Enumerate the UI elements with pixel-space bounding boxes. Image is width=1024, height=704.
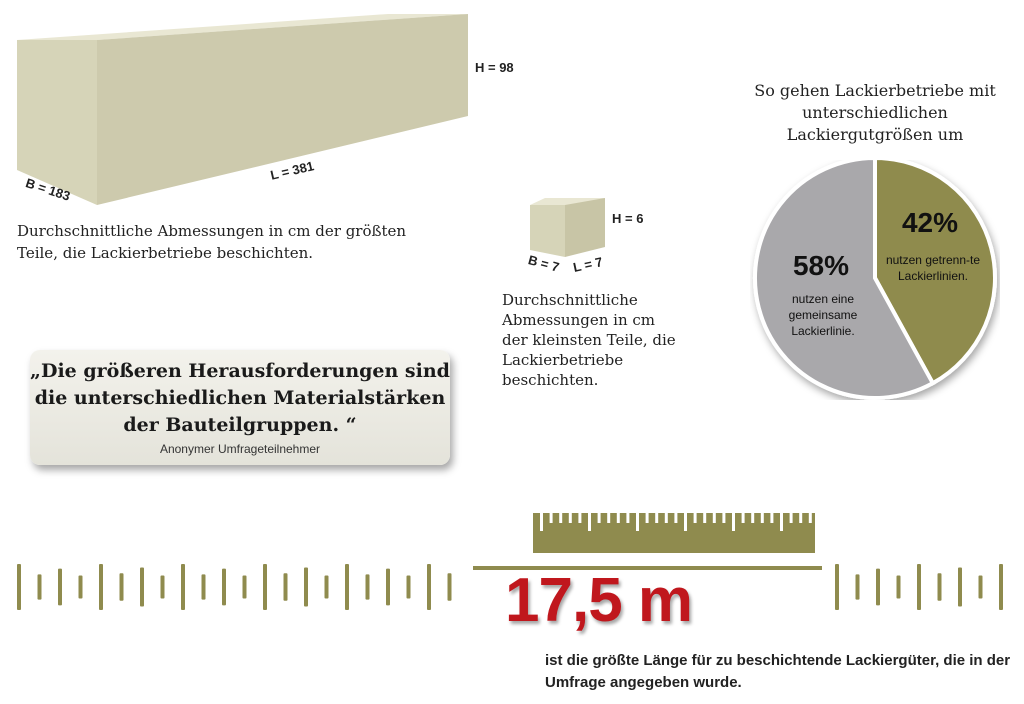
large-box-illustration	[0, 0, 480, 215]
quote-box	[30, 350, 450, 465]
decorative-bar	[243, 576, 247, 599]
ruler-tick	[569, 513, 572, 523]
decorative-bar	[79, 576, 83, 599]
slice-1-value: 42%	[901, 207, 959, 238]
ruler-tick	[540, 513, 543, 531]
decorative-bar	[876, 569, 880, 606]
ruler-tick	[722, 513, 725, 523]
decorative-bars-left	[17, 564, 452, 610]
decorative-bar	[17, 564, 21, 610]
ruler-tick	[617, 513, 620, 523]
ruler-tick	[674, 513, 677, 523]
decorative-bar	[325, 576, 329, 599]
slice-2-value: 58%	[792, 250, 850, 281]
decorative-bar	[140, 567, 144, 606]
small-part-caption: Durchschnittliche Abmessungen in cm der kleinsten Teile, die Lackierbetriebe beschichten.	[502, 291, 676, 389]
ruler-tick	[588, 513, 591, 531]
decorative-bar	[427, 564, 431, 610]
ruler-tick	[809, 513, 812, 523]
ruler-tick	[684, 513, 687, 531]
decorative-bar	[366, 574, 370, 599]
decorative-bar	[917, 564, 921, 610]
ruler-tick	[713, 513, 716, 523]
small-length-label: L = 7	[571, 254, 604, 275]
ruler-tick	[578, 513, 581, 523]
decorative-bar	[263, 564, 267, 610]
ruler-tick	[694, 513, 697, 523]
slice-2-label: nutzen eine gemeinsame Lackierlinie.	[788, 292, 858, 338]
decorative-bar	[999, 564, 1003, 610]
ruler-tick	[550, 513, 553, 523]
decorative-bar	[202, 574, 206, 599]
decorative-bar	[99, 564, 103, 610]
quote-text: „Die größeren Herausforderungen sind die unterschiedlichen Materialstärken der Bauteilgruppen. “	[30, 360, 450, 436]
ruler-tick	[626, 513, 629, 523]
decorative-bars-right	[835, 564, 1003, 610]
decorative-bar	[222, 569, 226, 606]
ruler-tick	[751, 513, 754, 523]
ruler-tick	[646, 513, 649, 523]
decorative-bar	[938, 573, 942, 601]
decorative-bar	[38, 574, 42, 599]
ruler-tick	[559, 513, 562, 523]
decorative-bar	[448, 573, 452, 601]
quote-author: Anonymer Umfrageteilnehmer	[159, 442, 321, 456]
ruler-tick	[799, 513, 802, 523]
decorative-bar	[897, 576, 901, 599]
decorative-bar	[386, 569, 390, 606]
decorative-bar	[120, 573, 124, 601]
small-cube-front	[530, 205, 565, 257]
ruler-tick	[780, 513, 783, 531]
decorative-bar	[345, 564, 349, 610]
ruler-tick	[655, 513, 658, 523]
slice-1-label: nutzen getrenn-te Lackierlinien.	[885, 253, 981, 283]
ruler-tick	[607, 513, 610, 523]
ruler-tick	[665, 513, 668, 523]
decorative-bar	[958, 567, 962, 606]
decorative-bar	[181, 564, 185, 610]
decorative-bar	[161, 576, 165, 599]
decorative-bar	[407, 576, 411, 599]
large-length-label: L = 381	[268, 158, 316, 183]
decorative-bar	[58, 569, 62, 606]
ruler-tick	[598, 513, 601, 523]
ruler-tick	[761, 513, 764, 523]
ruler-tick	[636, 513, 639, 531]
small-cube-side	[565, 198, 605, 257]
ruler-tick	[770, 513, 773, 523]
small-width-label: B = 7	[526, 252, 561, 275]
ruler-tick	[742, 513, 745, 523]
large-part-caption: Durchschnittliche Abmessungen in cm der größten Teile, die Lackierbetriebe beschichten.	[17, 222, 407, 262]
large-width-label: B = 183	[23, 175, 73, 204]
max-length-caption: ist die größte Länge für zu beschichtende Lackiergüter, die in der Umfrage angegeben wurde.	[545, 652, 1011, 691]
ruler-tick	[732, 513, 735, 531]
small-height-label: H = 6	[612, 211, 644, 226]
large-height-label: H = 98	[475, 60, 514, 75]
decorative-bar	[856, 574, 860, 599]
decorative-bar	[304, 567, 308, 606]
decorative-bar	[284, 573, 288, 601]
decorative-bar	[979, 576, 983, 599]
ruler-tick	[790, 513, 793, 523]
decorative-bar	[835, 564, 839, 610]
chart-title: So gehen Lackierbetriebe mit unterschiedlichen Lackiergutgrößen um	[754, 81, 996, 144]
ruler-tick	[703, 513, 706, 523]
max-length-value: 17,5 m	[505, 566, 693, 635]
ruler-icon	[533, 513, 815, 553]
